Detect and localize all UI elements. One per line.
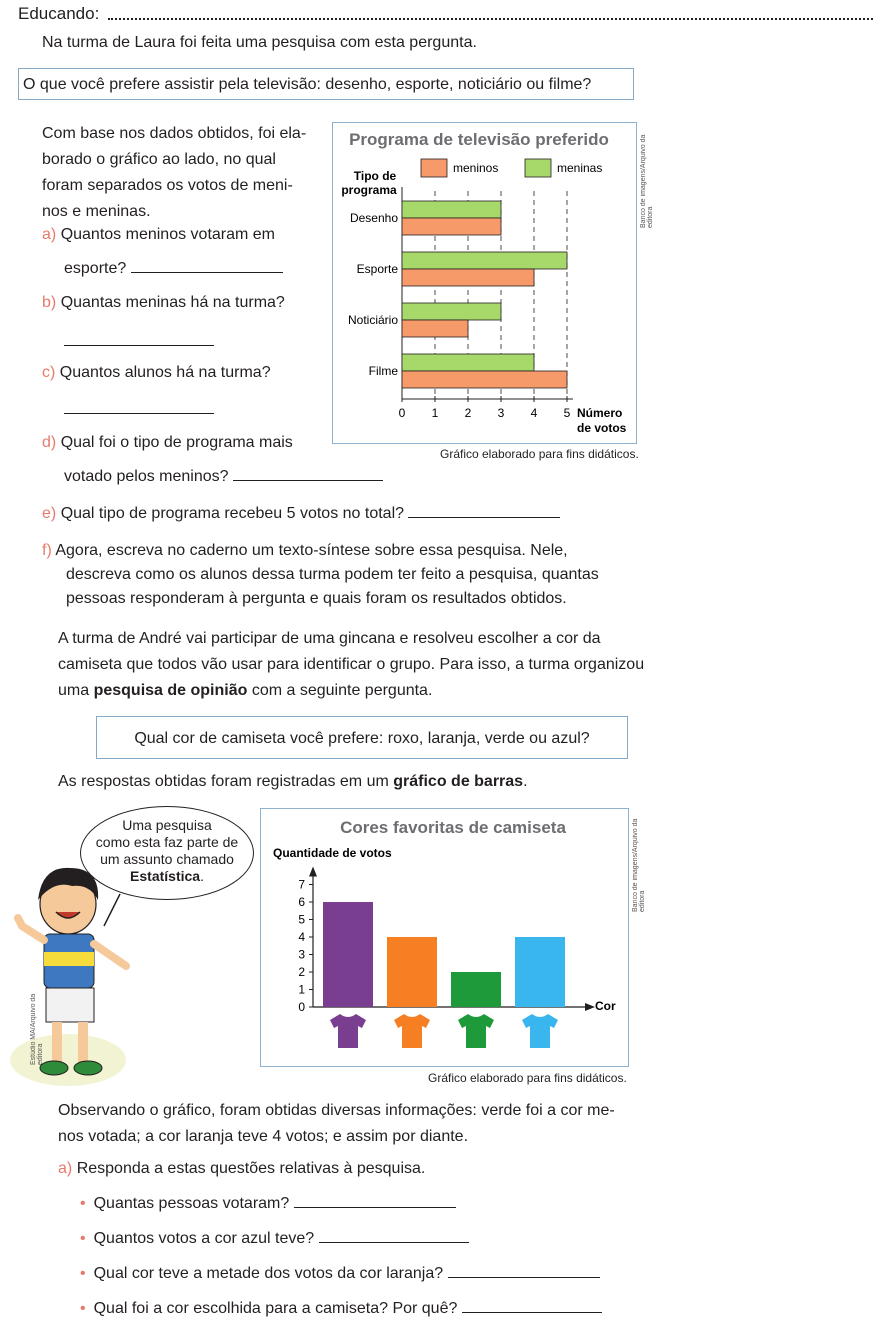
answer-blank[interactable] [233, 466, 383, 481]
paragraph-3-tail: . [523, 773, 528, 790]
question-box-1 [18, 68, 634, 100]
paragraph-1-line: nos e meninas. [42, 203, 151, 220]
paragraph-3-text: As respostas obtidas foram registradas em um [58, 773, 394, 790]
answer-blank[interactable] [448, 1263, 600, 1278]
shirt-icon-azul [522, 1014, 558, 1048]
question-c [42, 362, 271, 384]
question-f-line: Agora, escreva no caderno um texto-síntese sobre essa pesquisa. Nele, [55, 542, 568, 559]
question-a-line2: esporte? [64, 260, 127, 277]
category-label: Desenho [349, 211, 398, 225]
paragraph-1-line: Com base nos dados obtidos, foi ela- [42, 125, 307, 142]
question-letter: f) [42, 542, 52, 559]
answer-blank[interactable] [64, 345, 214, 346]
question-e [42, 503, 560, 525]
question-d-line2-wrap [64, 466, 383, 488]
answer-blank[interactable] [64, 413, 214, 414]
question-f [42, 539, 599, 611]
bullet-icon: • [80, 1230, 86, 1247]
paragraph-1-line: borado o gráfico ao lado, no qual [42, 151, 276, 168]
bubble-line: como esta faz parte de [95, 834, 239, 850]
chart-1-svg [333, 123, 636, 443]
legend-swatch-boys [421, 159, 447, 177]
question-letter: a) [58, 1160, 73, 1177]
question-d-line1: Qual foi o tipo de programa mais [60, 434, 293, 451]
x-axis-label-line2: de votos [577, 421, 627, 435]
y-tick-label: 6 [298, 895, 305, 909]
paragraph-2 [58, 626, 644, 704]
question-letter: c) [42, 364, 56, 381]
question-2a [58, 1158, 425, 1180]
bullet-icon: • [80, 1195, 86, 1212]
paragraph-1 [42, 121, 306, 225]
bullet-item [80, 1263, 600, 1285]
question-b [42, 292, 285, 314]
bar-roxo [323, 902, 373, 1007]
question-d-line2: votado pelos meninos? [64, 468, 229, 485]
bar-verde [451, 972, 501, 1007]
bullet-item [80, 1193, 456, 1215]
paragraph-2-bold: pesquisa de opinião [93, 682, 248, 699]
category-label: Filme [368, 364, 398, 378]
paragraph-4 [58, 1098, 615, 1150]
chart-2-source: Gráfico elaborado para fins didáticos. [428, 1071, 627, 1085]
chart-2-title: Cores favoritas de camiseta [340, 818, 566, 837]
legend-swatch-girls [525, 159, 551, 177]
answer-blank[interactable] [131, 258, 283, 273]
question-e-text: Qual tipo de programa recebeu 5 votos no total? [60, 505, 405, 522]
bar-girls [402, 354, 534, 371]
chart-2-svg [261, 809, 628, 1066]
y-tick-label: 1 [298, 982, 305, 997]
legend-label-boys: meninos [453, 161, 499, 175]
shirt-icon-roxo [330, 1014, 366, 1048]
legend-label-girls: meninas [557, 161, 603, 175]
question-f-line: pessoas responderam à pergunta e quais foram os resultados obtidos. [66, 590, 567, 607]
chart-1-title: Programa de televisão preferido [349, 130, 609, 149]
x-tick-label: 3 [497, 406, 505, 420]
y-axis-arrow [309, 867, 317, 877]
bar-girls [402, 201, 501, 218]
bubble-tail: . [200, 868, 204, 884]
y-axis-label: Quantidade de votos [273, 846, 392, 860]
answer-blank[interactable] [294, 1193, 456, 1208]
x-tick-label: 0 [398, 406, 406, 420]
paragraph-1-line: foram separados os votos de meni- [42, 177, 293, 194]
bar-boys [402, 269, 534, 286]
paragraph-2-line: uma [58, 682, 94, 699]
chart-1-panel [332, 122, 637, 444]
paragraph-4-line: nos votada; a cor laranja teve 4 votos; e assim por diante. [58, 1128, 469, 1145]
header-label: Educando: [18, 4, 100, 23]
question-letter: b) [42, 294, 57, 311]
question-box-2 [96, 716, 628, 759]
paragraph-2-line: A turma de André vai participar de uma gincana e resolveu escolher a cor da [58, 630, 601, 647]
question-1-text: O que você prefere assistir pela televisão: desenho, esporte, noticiário ou filme? [23, 76, 592, 93]
bullet-text: Qual foi a cor escolhida para a camiseta? Por quê? [93, 1300, 458, 1317]
y-tick-label: 3 [298, 947, 305, 962]
illustration-credit: Estúdio MA/Arquivo da editora [30, 993, 44, 1065]
question-a-line2-wrap [64, 258, 283, 280]
name-line [108, 18, 873, 20]
x-tick-label: 2 [464, 406, 472, 420]
shirt-icon-verde [458, 1014, 494, 1048]
chart-1-credit: Banco de imagens/Arquivo da editora [640, 134, 654, 228]
bullet-icon: • [80, 1265, 86, 1282]
question-d [42, 432, 293, 454]
category-label: Noticiário [347, 313, 398, 327]
question-letter: e) [42, 505, 57, 522]
bar-boys [402, 371, 567, 388]
bubble-line: Uma pesquisa [122, 817, 212, 833]
bubble-line: um assunto chamado [100, 851, 234, 867]
paragraph-2-tail: com a seguinte pergunta. [247, 682, 433, 699]
x-axis-label-line1: Número [577, 406, 623, 420]
bar-girls [402, 303, 501, 320]
bar-boys [402, 218, 501, 235]
x-axis-arrow [585, 1003, 595, 1011]
x-tick-label: 5 [563, 406, 571, 420]
y-axis-label-line2: programa [341, 183, 397, 197]
bullet-text: Qual cor teve a metade dos votos da cor laranja? [93, 1265, 444, 1282]
x-tick-label: 4 [530, 406, 538, 420]
bubble-bold: Estatística [130, 868, 201, 884]
paragraph-4-line: Observando o gráfico, foram obtidas diversas informações: verde foi a cor me- [58, 1102, 615, 1119]
question-letter: a) [42, 226, 57, 243]
chart-1-source: Gráfico elaborado para fins didáticos. [440, 447, 639, 461]
question-c-text: Quantos alunos há na turma? [59, 364, 271, 381]
answer-blank[interactable] [462, 1298, 602, 1313]
paragraph-3-bold: gráfico de barras [393, 773, 524, 790]
y-tick-label: 7 [298, 877, 305, 892]
bullet-text: Quantas pessoas votaram? [93, 1195, 290, 1212]
paragraph-3 [58, 771, 528, 793]
bar-azul [515, 937, 565, 1007]
bar-laranja [387, 937, 437, 1007]
x-axis-label: Cor [595, 999, 616, 1013]
question-f-line: descreva como os alunos dessa turma podem ter feito a pesquisa, quantas [66, 566, 599, 583]
question-2a-text: Responda a estas questões relativas à pesquisa. [76, 1160, 426, 1177]
bullet-text: Quantos votos a cor azul teve? [93, 1230, 315, 1247]
y-tick-label: 0 [298, 1000, 305, 1014]
chart-2-credit: Banco de imagens/Arquivo da editora [632, 818, 646, 912]
x-tick-label: 1 [431, 406, 439, 420]
y-tick-label: 5 [298, 912, 305, 927]
y-axis-label-line1: Tipo de [353, 169, 397, 183]
bar-boys [402, 320, 468, 337]
question-a-line1: Quantos meninos votaram em [60, 226, 276, 243]
shirt-icon-laranja [394, 1014, 430, 1048]
bullet-item [80, 1298, 602, 1320]
question-letter: d) [42, 434, 57, 451]
intro-text: Na turma de Laura foi feita uma pesquisa com esta pergunta. [42, 34, 477, 51]
category-label: Esporte [356, 262, 398, 276]
question-a [42, 224, 275, 246]
answer-blank[interactable] [408, 503, 560, 518]
y-tick-label: 4 [298, 930, 305, 944]
bar-girls [402, 252, 567, 269]
bullet-icon: • [80, 1300, 86, 1317]
paragraph-2-line: camiseta que todos vão usar para identificar o grupo. Para isso, a turma organizou [58, 656, 645, 673]
bullet-item [80, 1228, 469, 1250]
question-2-text: Qual cor de camiseta você prefere: roxo, laranja, verde ou azul? [134, 730, 590, 747]
answer-blank[interactable] [319, 1228, 469, 1243]
question-b-text: Quantas meninas há na turma? [60, 294, 285, 311]
chart-2-panel [260, 808, 629, 1067]
y-tick-label: 2 [298, 965, 305, 979]
